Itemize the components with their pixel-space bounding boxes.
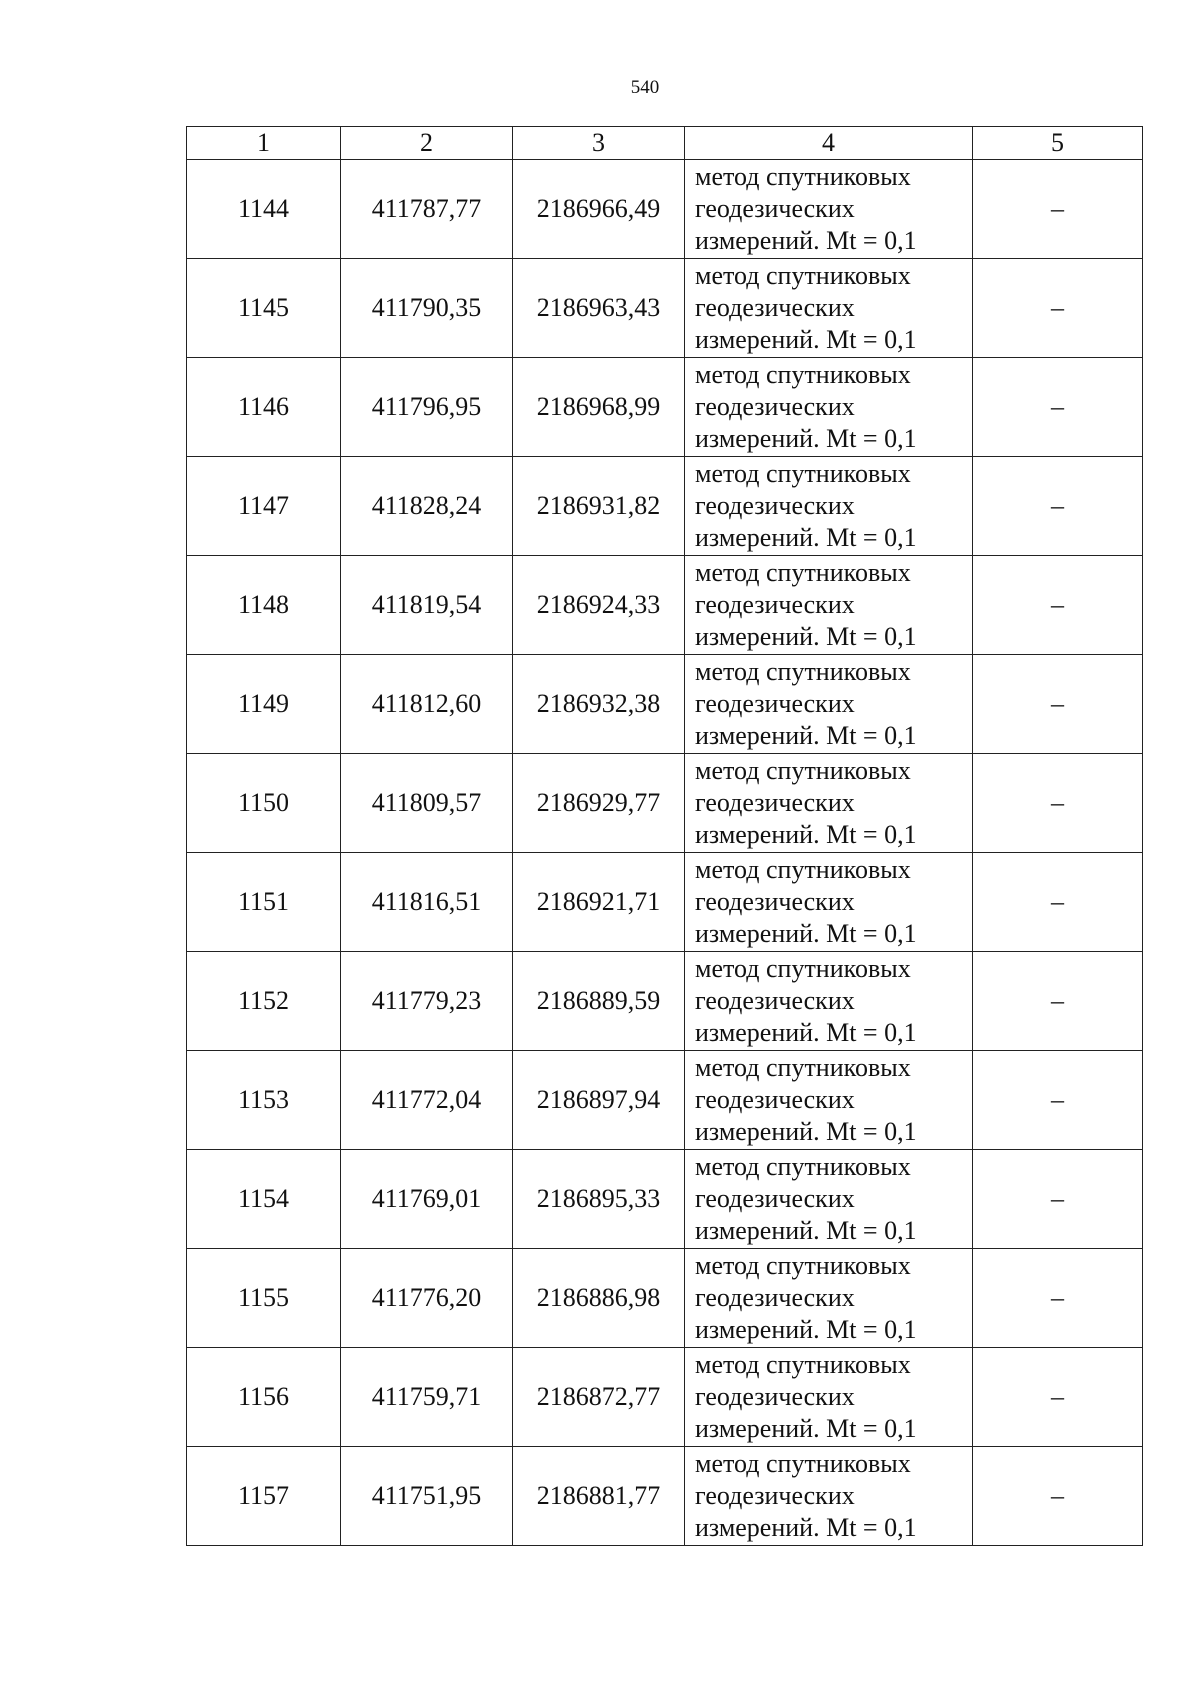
method-line: метод спутниковых <box>695 459 911 488</box>
cell-y-coordinate: 2186886,98 <box>513 1249 685 1348</box>
cell-x-coordinate: 411759,71 <box>341 1348 513 1447</box>
cell-method <box>685 358 973 457</box>
cell-note: – <box>973 259 1143 358</box>
method-line: геодезических <box>695 788 855 817</box>
table-row <box>187 1051 1143 1150</box>
method-line: измерений. Mt = 0,1 <box>695 919 917 948</box>
method-line: измерений. Mt = 0,1 <box>695 325 917 354</box>
cell-point-number: 1153 <box>187 1051 341 1150</box>
method-line: метод спутниковых <box>695 657 911 686</box>
method-line: измерений. Mt = 0,1 <box>695 1216 917 1245</box>
cell-method <box>685 1348 973 1447</box>
cell-x-coordinate: 411809,57 <box>341 754 513 853</box>
cell-point-number: 1154 <box>187 1150 341 1249</box>
cell-note: – <box>973 457 1143 556</box>
method-line: геодезических <box>695 1283 855 1312</box>
table-row <box>187 259 1143 358</box>
method-line: метод спутниковых <box>695 1053 911 1082</box>
cell-method <box>685 556 973 655</box>
method-line: измерений. Mt = 0,1 <box>695 523 917 552</box>
column-header: 2 <box>341 127 513 160</box>
cell-point-number: 1152 <box>187 952 341 1051</box>
cell-x-coordinate: 411769,01 <box>341 1150 513 1249</box>
cell-note: – <box>973 1348 1143 1447</box>
cell-y-coordinate: 2186889,59 <box>513 952 685 1051</box>
column-header: 5 <box>973 127 1143 160</box>
cell-x-coordinate: 411790,35 <box>341 259 513 358</box>
cell-point-number: 1155 <box>187 1249 341 1348</box>
cell-y-coordinate: 2186932,38 <box>513 655 685 754</box>
method-line: измерений. Mt = 0,1 <box>695 1513 917 1542</box>
cell-note: – <box>973 358 1143 457</box>
cell-point-number: 1148 <box>187 556 341 655</box>
cell-y-coordinate: 2186921,71 <box>513 853 685 952</box>
table-row <box>187 655 1143 754</box>
method-line: метод спутниковых <box>695 162 911 191</box>
cell-method <box>685 1150 973 1249</box>
method-line: геодезических <box>695 1184 855 1213</box>
method-line: измерений. Mt = 0,1 <box>695 1414 917 1443</box>
table-row <box>187 853 1143 952</box>
cell-y-coordinate: 2186968,99 <box>513 358 685 457</box>
method-line: метод спутниковых <box>695 558 911 587</box>
method-line: метод спутниковых <box>695 1350 911 1379</box>
method-line: метод спутниковых <box>695 855 911 884</box>
cell-method <box>685 259 973 358</box>
method-line: метод спутниковых <box>695 1152 911 1181</box>
cell-method <box>685 952 973 1051</box>
cell-point-number: 1156 <box>187 1348 341 1447</box>
table-row <box>187 1447 1143 1546</box>
cell-x-coordinate: 411751,95 <box>341 1447 513 1546</box>
method-line: измерений. Mt = 0,1 <box>695 424 917 453</box>
cell-method <box>685 160 973 259</box>
table-row <box>187 1249 1143 1348</box>
cell-x-coordinate: 411812,60 <box>341 655 513 754</box>
cell-note: – <box>973 754 1143 853</box>
cell-y-coordinate: 2186881,77 <box>513 1447 685 1546</box>
cell-point-number: 1144 <box>187 160 341 259</box>
cell-method <box>685 754 973 853</box>
cell-y-coordinate: 2186963,43 <box>513 259 685 358</box>
column-header: 4 <box>685 127 973 160</box>
cell-point-number: 1147 <box>187 457 341 556</box>
page-number: 540 <box>630 77 660 98</box>
method-line: геодезических <box>695 1481 855 1510</box>
cell-method <box>685 1249 973 1348</box>
table-row <box>187 952 1143 1051</box>
table-row <box>187 754 1143 853</box>
table-body <box>187 160 1143 1546</box>
cell-note: – <box>973 853 1143 952</box>
method-line: метод спутниковых <box>695 1251 911 1280</box>
table-row <box>187 1348 1143 1447</box>
method-line: геодезических <box>695 590 855 619</box>
cell-method <box>685 1051 973 1150</box>
cell-x-coordinate: 411828,24 <box>341 457 513 556</box>
cell-note: – <box>973 160 1143 259</box>
method-line: измерений. Mt = 0,1 <box>695 622 917 651</box>
coordinates-table <box>186 126 1143 1546</box>
cell-point-number: 1146 <box>187 358 341 457</box>
cell-x-coordinate: 411772,04 <box>341 1051 513 1150</box>
cell-x-coordinate: 411787,77 <box>341 160 513 259</box>
cell-note: – <box>973 655 1143 754</box>
method-line: метод спутниковых <box>695 261 911 290</box>
cell-y-coordinate: 2186929,77 <box>513 754 685 853</box>
column-header: 3 <box>513 127 685 160</box>
column-header: 1 <box>187 127 341 160</box>
method-line: геодезических <box>695 194 855 223</box>
cell-method <box>685 457 973 556</box>
cell-note: – <box>973 1051 1143 1150</box>
method-line: геодезических <box>695 392 855 421</box>
method-line: измерений. Mt = 0,1 <box>695 226 917 255</box>
cell-method <box>685 655 973 754</box>
cell-y-coordinate: 2186897,94 <box>513 1051 685 1150</box>
cell-point-number: 1145 <box>187 259 341 358</box>
table-row <box>187 358 1143 457</box>
method-line: геодезических <box>695 293 855 322</box>
cell-note: – <box>973 1150 1143 1249</box>
method-line: метод спутниковых <box>695 954 911 983</box>
method-line: измерений. Mt = 0,1 <box>695 820 917 849</box>
method-line: измерений. Mt = 0,1 <box>695 721 917 750</box>
cell-y-coordinate: 2186966,49 <box>513 160 685 259</box>
cell-point-number: 1151 <box>187 853 341 952</box>
table-row <box>187 457 1143 556</box>
cell-x-coordinate: 411819,54 <box>341 556 513 655</box>
cell-x-coordinate: 411796,95 <box>341 358 513 457</box>
method-line: метод спутниковых <box>695 360 911 389</box>
table-row <box>187 160 1143 259</box>
cell-note: – <box>973 952 1143 1051</box>
table-header-row <box>187 127 1143 160</box>
cell-y-coordinate: 2186895,33 <box>513 1150 685 1249</box>
cell-y-coordinate: 2186931,82 <box>513 457 685 556</box>
cell-x-coordinate: 411816,51 <box>341 853 513 952</box>
method-line: геодезических <box>695 887 855 916</box>
cell-x-coordinate: 411779,23 <box>341 952 513 1051</box>
method-line: измерений. Mt = 0,1 <box>695 1018 917 1047</box>
cell-note: – <box>973 1249 1143 1348</box>
method-line: геодезических <box>695 1382 855 1411</box>
cell-note: – <box>973 556 1143 655</box>
method-line: геодезических <box>695 689 855 718</box>
table-row <box>187 556 1143 655</box>
table-header <box>187 127 1143 160</box>
method-line: метод спутниковых <box>695 1449 911 1478</box>
method-line: геодезических <box>695 986 855 1015</box>
method-line: метод спутниковых <box>695 756 911 785</box>
cell-point-number: 1157 <box>187 1447 341 1546</box>
method-line: измерений. Mt = 0,1 <box>695 1315 917 1344</box>
cell-method <box>685 853 973 952</box>
cell-note: – <box>973 1447 1143 1546</box>
cell-method <box>685 1447 973 1546</box>
cell-point-number: 1149 <box>187 655 341 754</box>
method-line: геодезических <box>695 491 855 520</box>
method-line: измерений. Mt = 0,1 <box>695 1117 917 1146</box>
method-line: геодезических <box>695 1085 855 1114</box>
cell-point-number: 1150 <box>187 754 341 853</box>
cell-y-coordinate: 2186872,77 <box>513 1348 685 1447</box>
table-row <box>187 1150 1143 1249</box>
cell-y-coordinate: 2186924,33 <box>513 556 685 655</box>
cell-x-coordinate: 411776,20 <box>341 1249 513 1348</box>
